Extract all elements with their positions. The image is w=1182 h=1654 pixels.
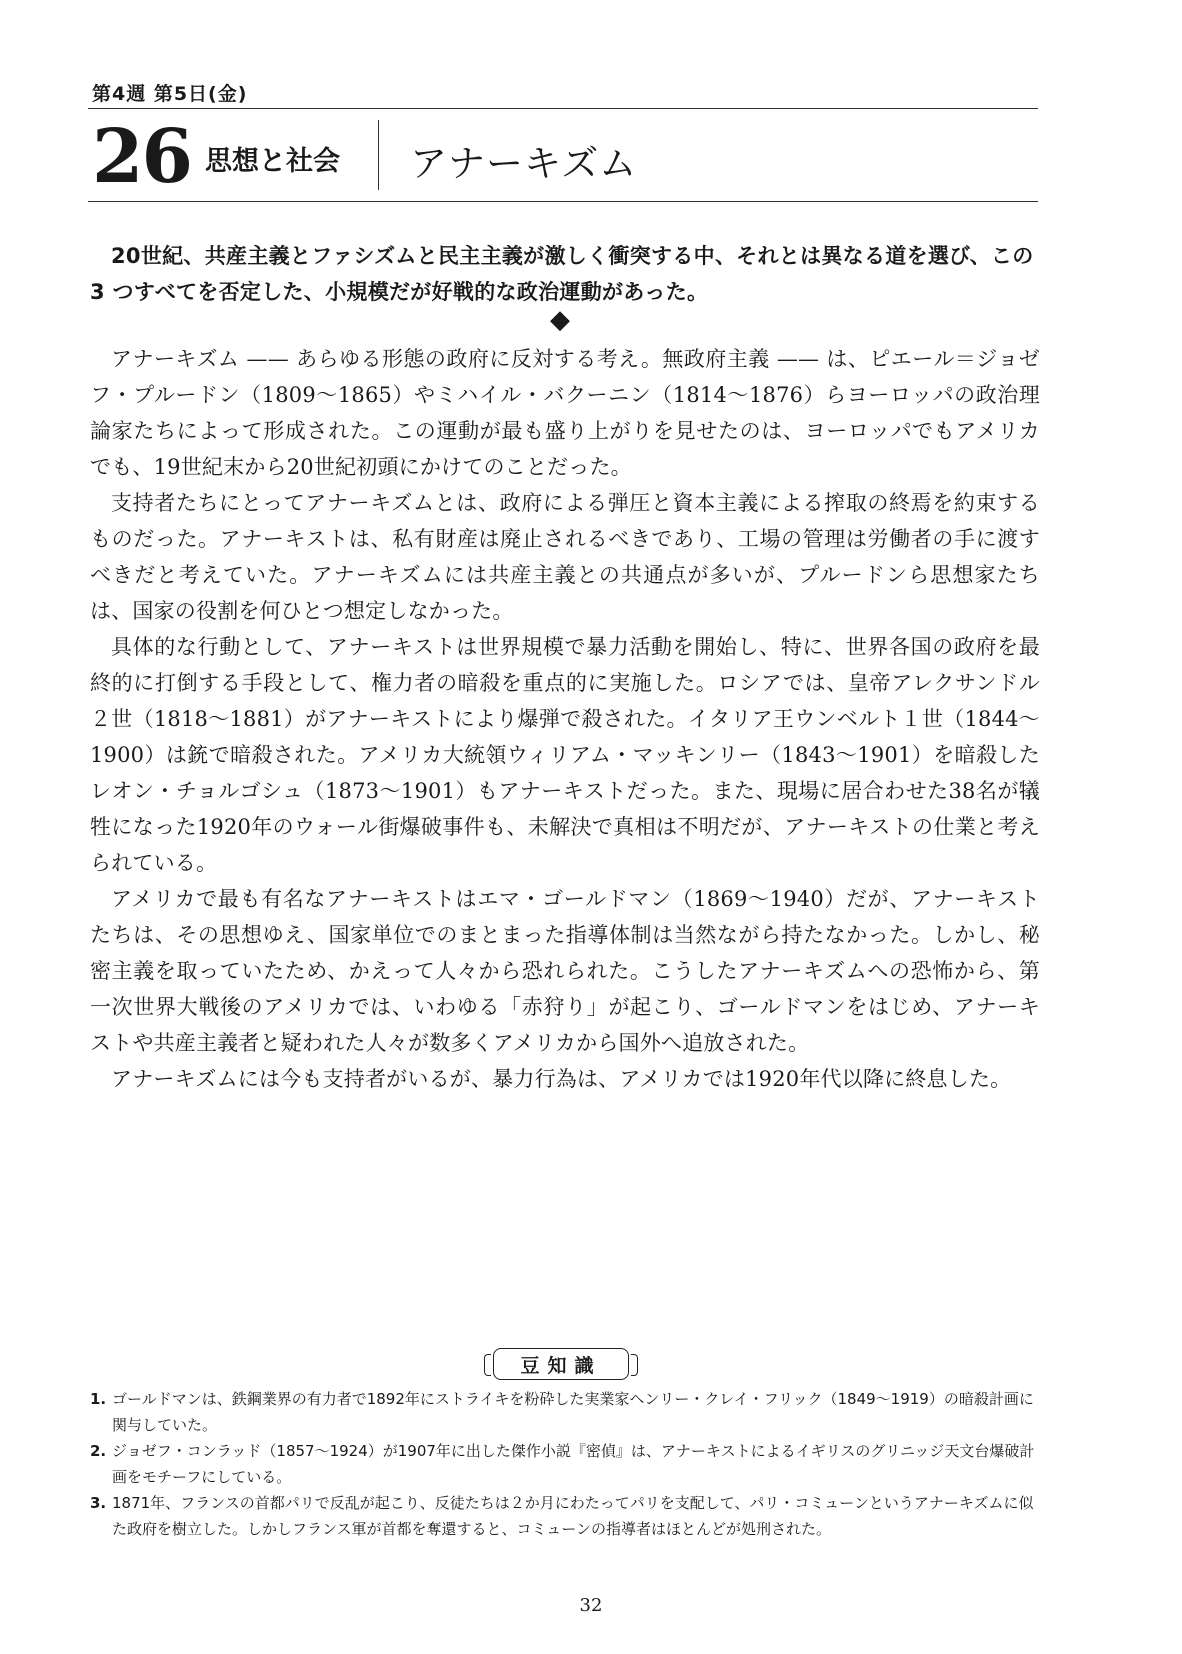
page-number: 32 [579,1595,603,1616]
header-vertical-divider [378,120,379,190]
chapter-title: アナーキズム [410,142,638,185]
body-paragraph-3: 具体的な行動として、アナーキストは世界規模で暴力活動を開始し、特に、世界各国の政府を最終的に打倒する手段として、権力者の暗殺を重点的に実施した。ロシアでは、皇帝アレクサンドル２世（1818～1881）がアナーキストにより爆弾で殺された。イタリア王ウンベルト１世（1844～1900）は銃で暗殺された。アメリカ大統領ウィリアム・マッキンリー（1843～1901）を暗殺したレオン・チョルゴシュ（1873～1901）もアナーキストだった。また、現場に居合わせた38名が犠牲になった1920年のウォール街爆破事件も、未解決で真相は不明だが、アナーキストの仕業と考えられている。 [90,635,1040,875]
body-paragraph-1: アナーキズム —— あらゆる形態の政府に反対する考え。無政府主義 —— は、ピエール＝ジョゼフ・プルードン（1809～1865）やミハイル・バクーニン（1814～1876）らヨーロッパの政治理論家たちによって形成された。この運動が最も盛り上がりを見せたのは、ヨーロッパでもアメリカでも、19世紀末から20世紀初頭にかけてのことだった。 [90,347,1040,479]
lead-paragraph: 20世紀、共産主義とファシズムと民主主義が激しく衝突する中、それとは異なる道を選び、この 3 つすべてを否定した、小規模だが好戦的な政治運動があった。 [90,244,1034,304]
trivia-note [90,1386,1040,1438]
body-paragraph-5: アナーキズムには今も支持者がいるが、暴力行為は、アメリカでは1920年代以降に終息した。 [111,1067,1012,1091]
header-bottom-rule [88,201,1038,202]
note-text: 1871年、フランスの首都パリで反乱が起こり、反徒たちは２か月にわたってパリを支配して、パリ・コミューンというアナーキズムに似た政府を樹立した。しかしフランス軍が首都を奪還すると、コミューンの指導者はほとんどが処刑された。 [112,1494,1034,1538]
note-number: 1. [90,1390,107,1408]
body-text [90,341,1040,1097]
header-top-rule [88,108,1038,109]
note-text: ジョゼフ・コンラッド（1857～1924）が1907年に出した傑作小説『密偵』は、アナーキストによるイギリスのグリニッジ天文台爆破計画をモチーフにしている。 [112,1442,1035,1486]
trivia-heading: 豆知識 [493,1348,629,1380]
body-paragraph-2: 支持者たちにとってアナーキズムとは、政府による弾圧と資本主義による搾取の終焉を約束するものだった。アナーキストは、私有財産は廃止されるべきであり、工場の管理は労働者の手に渡すべきだと考えていた。アナーキズムには共産主義との共通点が多いが、プルードンら思想家たちは、国家の役割を何ひとつ想定しなかった。 [90,491,1040,623]
chapter-category: 思想と社会 [205,146,340,177]
note-number: 2. [90,1442,107,1460]
trivia-note [90,1490,1040,1542]
note-text: ゴールドマンは、鉄鋼業界の有力者で1892年にストライキを粉砕した実業家ヘンリー・クレイ・フリック（1849～1919）の暗殺計画に関与していた。 [112,1390,1034,1434]
diamond-ornament-icon: ◆ [550,305,570,335]
body-paragraph-4: アメリカで最も有名なアナーキストはエマ・ゴールドマン（1869～1940）だが、アナーキストたちは、その思想ゆえ、国家単位でのまとまった指導体制は当然ながら持たなかった。しかし、秘密主義を取っていたため、かえって人々から恐れられた。こうしたアナーキズムへの恐怖から、第一次世界大戦後のアメリカでは、いわゆる「赤狩り」が起こり、ゴールドマンをはじめ、アナーキストや共産主義者と疑われた人々が数多くアメリカから国外へ追放された。 [90,887,1040,1055]
trivia-notes [90,1386,1040,1542]
week-day-header: 第4週 第5日(金) [92,83,248,105]
chapter-number: 26 [92,114,191,200]
trivia-note [90,1438,1040,1490]
note-number: 3. [90,1494,107,1512]
